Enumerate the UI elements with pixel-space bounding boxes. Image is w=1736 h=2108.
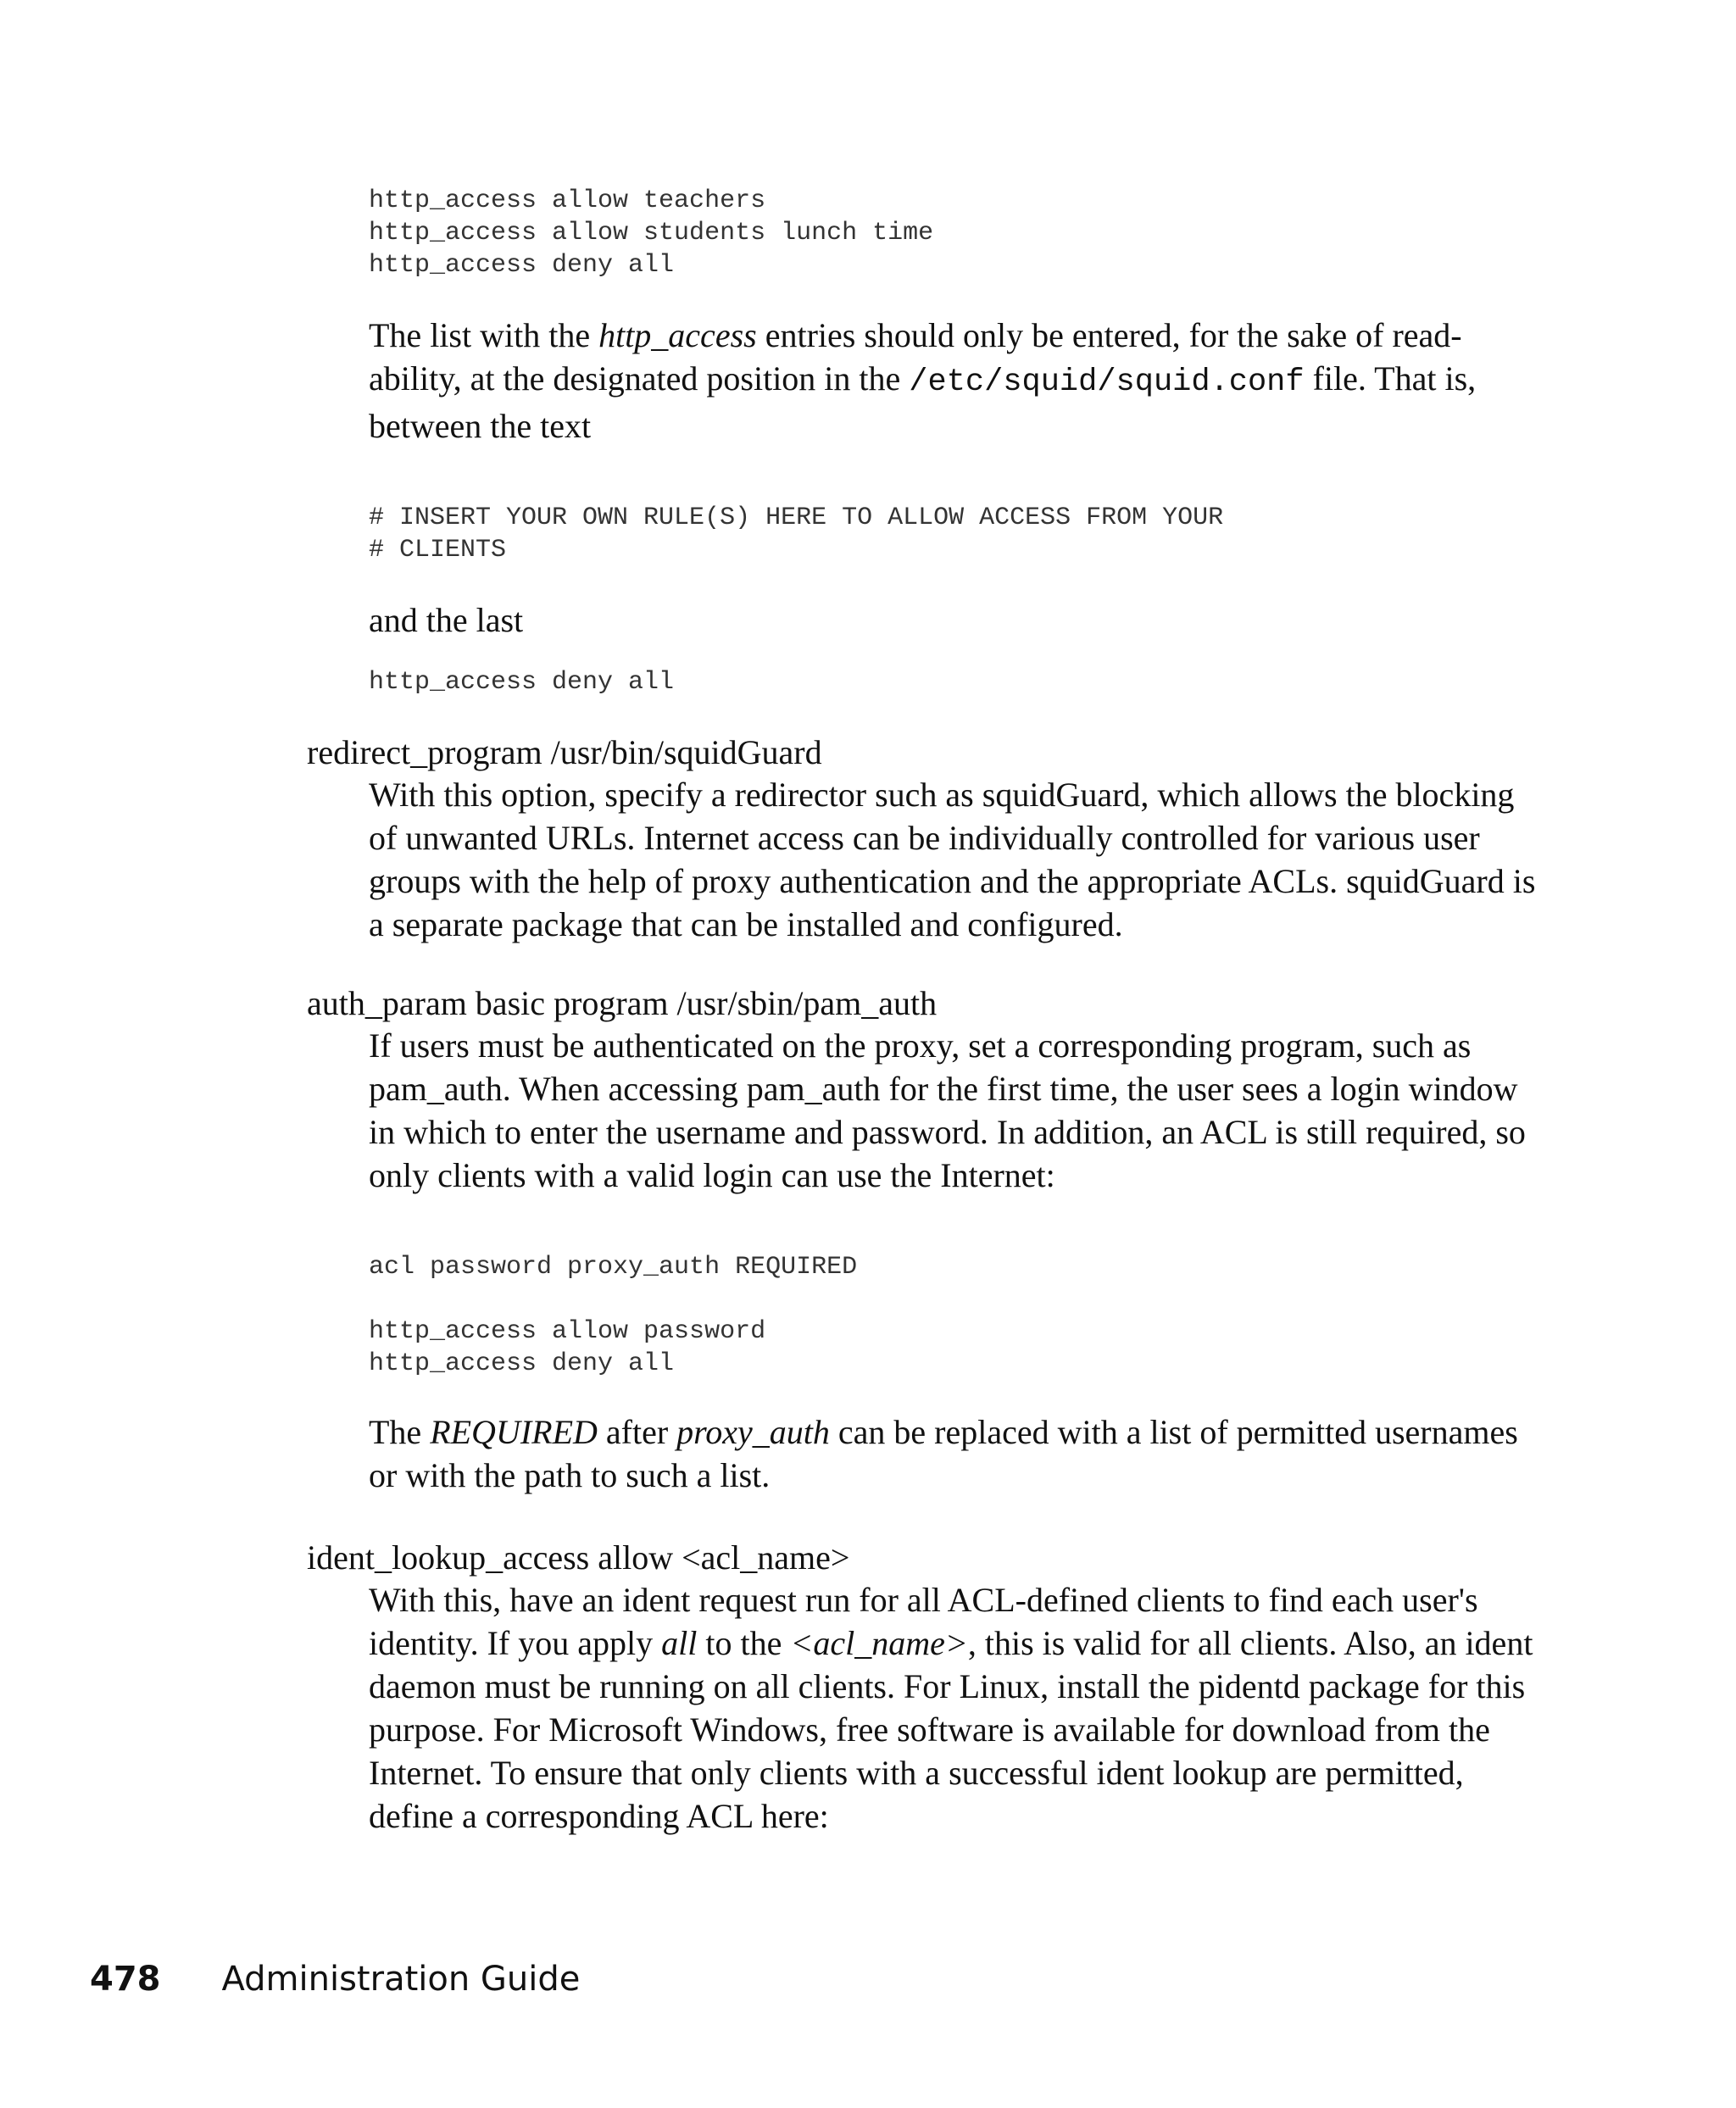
- code-line: # CLIENTS: [369, 536, 507, 565]
- text-run: file. That is, between the text: [369, 359, 1477, 445]
- code-block-deny-all: [369, 666, 1538, 698]
- code-block-insert-rules: [369, 502, 1538, 566]
- text-run: after: [597, 1413, 677, 1451]
- term-ident-lookup-access: ident_lookup_access allow <acl_name>: [307, 1538, 850, 1577]
- italic-term: proxy_auth: [676, 1413, 830, 1451]
- page-number: 478: [90, 1960, 161, 1999]
- code-line: http_access allow students lunch time: [369, 219, 934, 248]
- text-run: The list with the: [369, 316, 599, 354]
- code-line: http_access deny all: [369, 1349, 675, 1378]
- code-line: # INSERT YOUR OWN RULE(S) HERE TO ALLOW ACCESS FROM YOUR: [369, 503, 1224, 532]
- description-auth-param: If users must be authenticated on the proxy, set a corresponding program, such as pam_auth. When accessing pam_auth for the first time, the user sees a login window in which to enter the username and password. In addition, an ACL is still required, so only clients with a valid login can use the Internet:: [369, 1026, 1526, 1194]
- text-run: entries should only be entered, for the sake of read-ability, at the designated position in the: [369, 316, 1462, 398]
- text-run: With this, have an ident request run for all ACL-defined clients to find each user's identity. If you apply: [369, 1581, 1478, 1662]
- text-run: The: [369, 1413, 431, 1451]
- text-run: can be replaced with a list of permitted usernames or with the path to such a list.: [369, 1413, 1518, 1494]
- term-auth-param: auth_param basic program /usr/sbin/pam_auth: [307, 984, 938, 1022]
- code-block-proxy-auth: [369, 1251, 1538, 1380]
- description-ident-lookup-access: [369, 1578, 1538, 1838]
- code-block-access-rules: [369, 185, 1538, 281]
- code-line: http_access allow password: [369, 1317, 766, 1346]
- italic-term: http_access: [598, 316, 757, 354]
- file-path: /etc/squid/squid.conf: [909, 364, 1305, 400]
- italic-term: <acl_name>: [790, 1624, 968, 1662]
- text-run: , this is valid for all clients. Also, an ident daemon must be running on all clients. For Linux, install the pidentd package for this purpose. For Microsoft Windows, free software is available for download from the Internet. To ensure that only clients with a successful ident lookup are permitted, define a corresponding ACL here:: [369, 1624, 1533, 1835]
- code-line: http_access allow teachers: [369, 186, 766, 215]
- code-line: [369, 1283, 1538, 1315]
- paragraph-http-access-list: [369, 314, 1538, 448]
- code-line: http_access deny all: [369, 668, 675, 697]
- description-redirect-program: With this option, specify a redirector such as squidGuard, which allows the blocking of unwanted URLs. Internet access can be individually controlled for various user groups with the help of proxy authentication and the appropriate ACLs. squidGuard is a separate package that can be installed and configured.: [369, 776, 1536, 943]
- code-line: acl password proxy_auth REQUIRED: [369, 1253, 858, 1282]
- code-line: http_access deny all: [369, 251, 675, 280]
- running-title: Administration Guide: [221, 1960, 581, 1999]
- paragraph-and-the-last: and the last: [369, 601, 524, 639]
- text-run: to the: [697, 1624, 791, 1662]
- term-redirect-program: redirect_program /usr/bin/squidGuard: [307, 733, 822, 771]
- page-footer: [90, 1960, 580, 1999]
- italic-term: REQUIRED: [430, 1413, 598, 1451]
- italic-term: all: [661, 1624, 698, 1662]
- paragraph-required-note: [369, 1410, 1538, 1497]
